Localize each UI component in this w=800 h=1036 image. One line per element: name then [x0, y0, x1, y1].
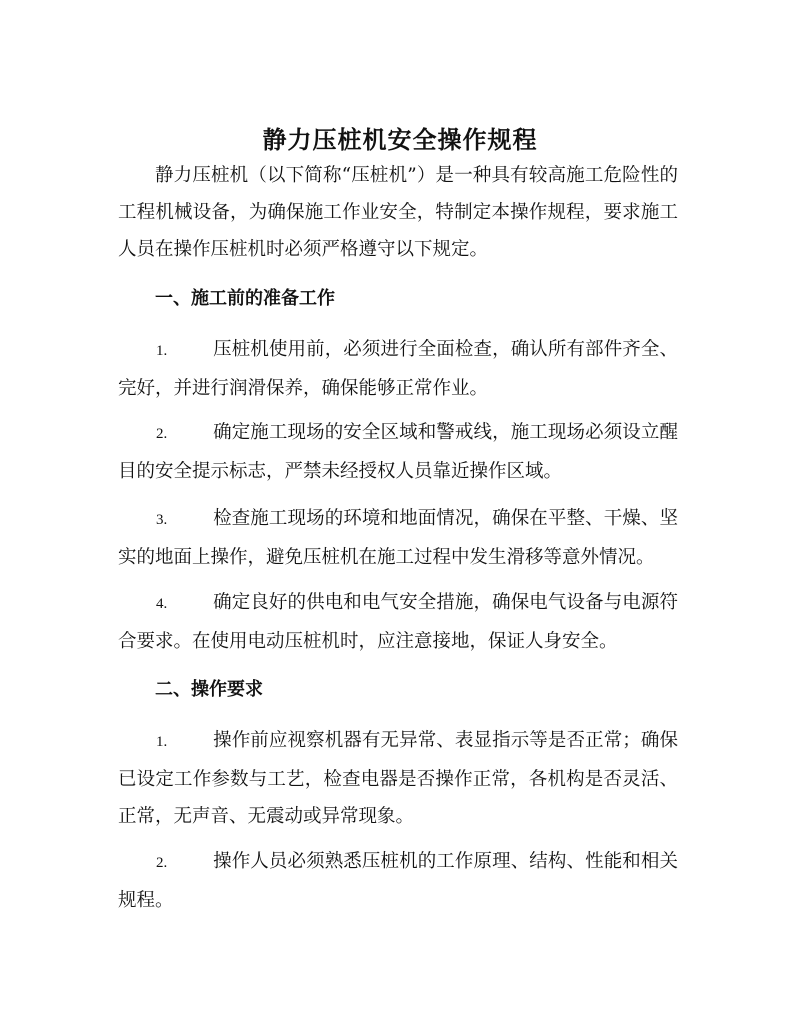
list-item — [118, 584, 678, 660]
section-heading-operation: 二、操作要求 — [155, 679, 263, 700]
item-number: 2. — [156, 855, 168, 871]
item-number: 2. — [156, 426, 168, 442]
list-item — [118, 843, 678, 919]
item-number: 1. — [156, 343, 168, 359]
item-text: 操作人员必须熟悉压桩机的工作原理、结构、性能和相关规程。 — [118, 851, 678, 911]
section-heading-preparation: 一、施工前的准备工作 — [155, 288, 335, 309]
list-item — [118, 722, 678, 835]
item-text: 操作前应视察机器有无异常、表显指示等是否正常；确保已设定工作参数与工艺，检查电器是否操作正常，各机构是否灵活、正常，无声音、无震动或异常现象。 — [118, 730, 678, 827]
item-text: 确定良好的供电和电气安全措施，确保电气设备与电源符合要求。在使用电动压桩机时，应注意接地，保证人身安全。 — [118, 592, 678, 652]
list-item — [118, 500, 678, 576]
item-number: 4. — [156, 596, 168, 612]
intro-paragraph: 静力压桩机（以下简称“压桩机”）是一种具有较高施工危险性的工程机械设备，为确保施工作业安全，特制定本操作规程，要求施工人员在操作压桩机时必须严格遵守以下规定。 — [118, 165, 678, 260]
item-number: 3. — [156, 512, 168, 528]
list-item — [118, 414, 678, 490]
item-text: 压桩机使用前，必须进行全面检查，确认所有部件齐全、完好，并进行润滑保养，确保能够正常作业。 — [118, 339, 678, 399]
document-title: 静力压桩机安全操作规程 — [262, 125, 538, 154]
item-text: 确定施工现场的安全区域和警戒线，施工现场必须设立醒目的安全提示标志，严禁未经授权人员靠近操作区域。 — [118, 422, 678, 482]
list-item — [118, 331, 678, 407]
item-text: 检查施工现场的环境和地面情况，确保在平整、干燥、坚实的地面上操作，避免压桩机在施工过程中发生滑移等意外情况。 — [118, 508, 678, 568]
item-number: 1. — [156, 734, 168, 750]
